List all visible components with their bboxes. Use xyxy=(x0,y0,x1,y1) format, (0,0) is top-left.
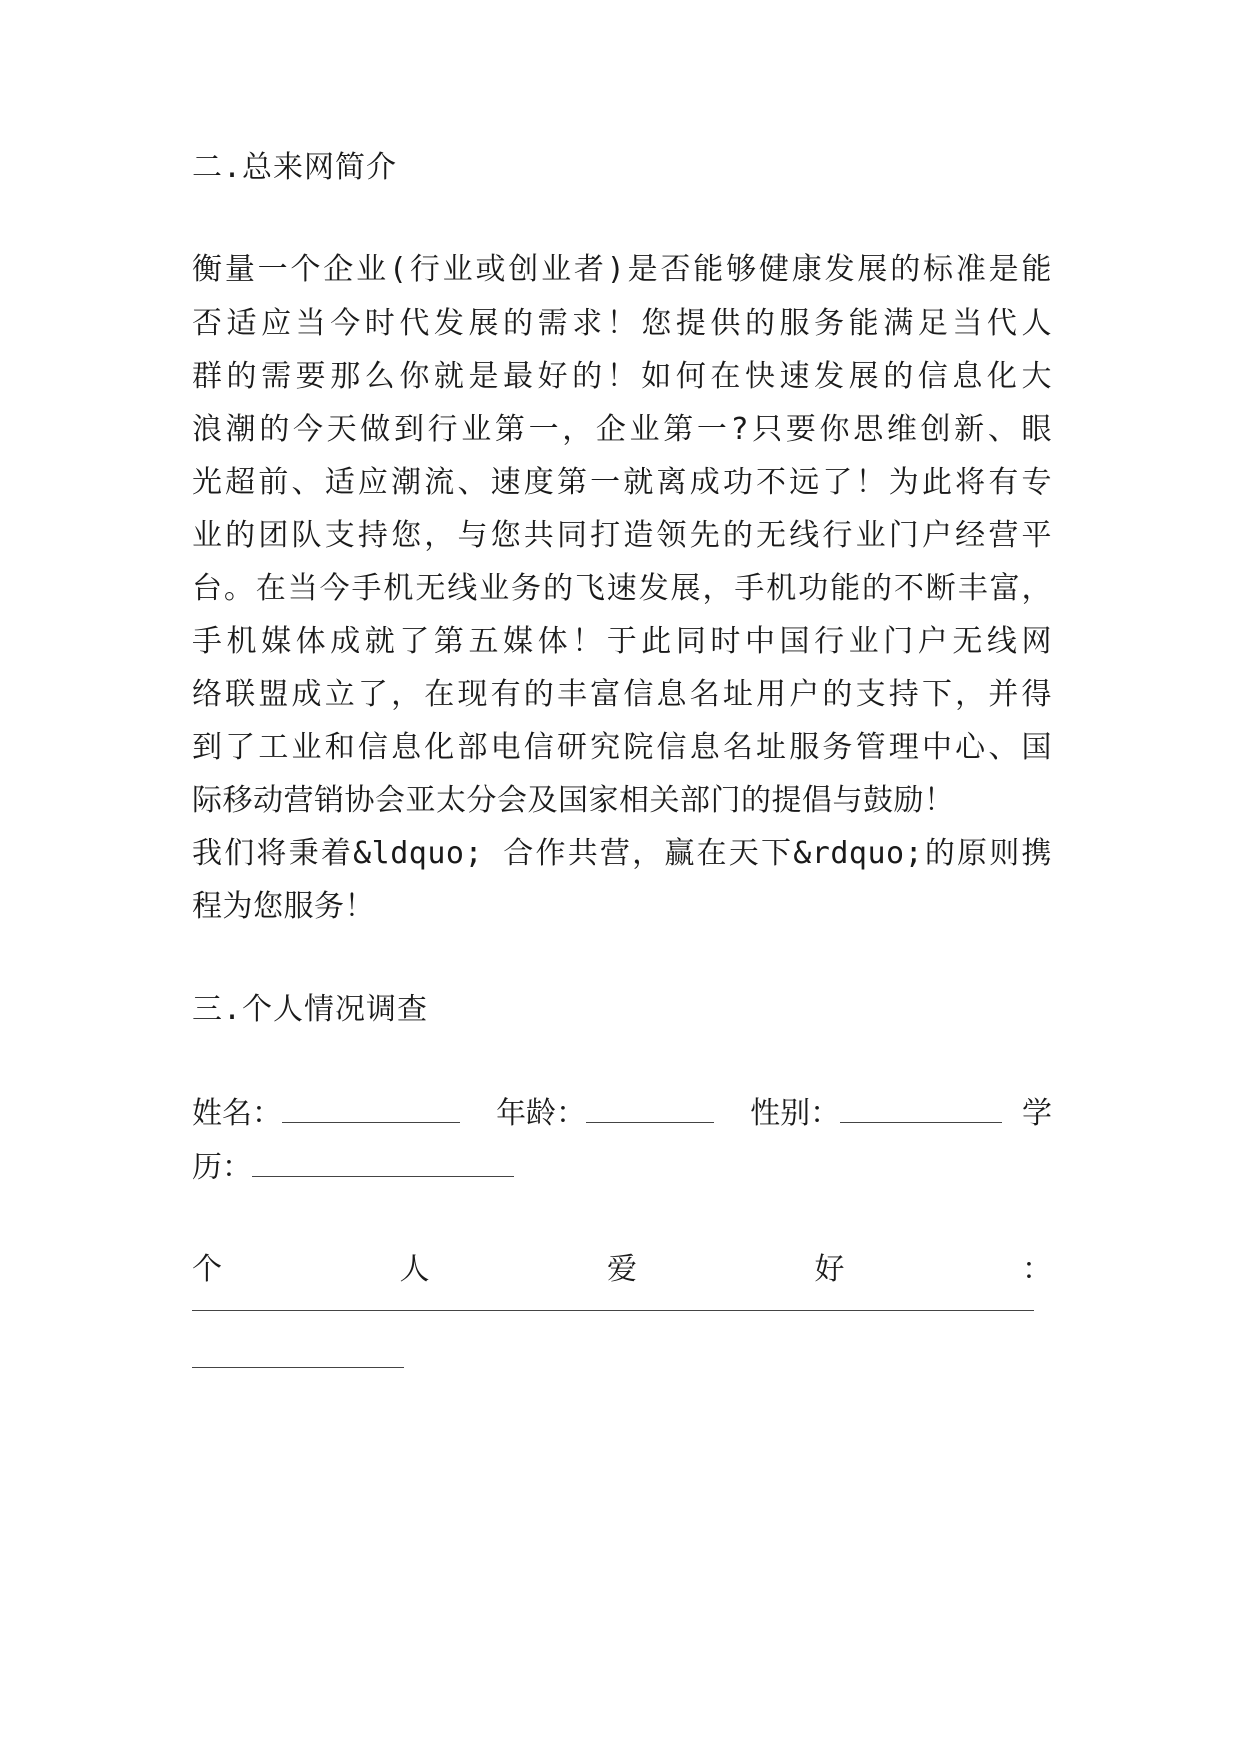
education-label-start: 学 xyxy=(1022,1096,1052,1131)
hobby-field-line-1[interactable] xyxy=(192,1310,1034,1311)
hobby-char: ： xyxy=(1022,1252,1052,1287)
body-line: 程为您服务！ xyxy=(192,889,375,924)
body-line: 浪潮的今天做到行业第一，企业第一?只要你思维创新、眼 xyxy=(192,412,1052,447)
hobby-char: 人 xyxy=(399,1252,430,1287)
name-field[interactable] xyxy=(282,1096,460,1123)
hobby-label xyxy=(192,1250,1052,1290)
body-line: 业的团队支持您，与您共同打造领先的无线行业门户经营平 xyxy=(192,518,1052,553)
age-label: 年龄： xyxy=(496,1096,587,1131)
body-line: 到了工业和信息化部电信研究院信息名址服务管理中心、国 xyxy=(192,730,1052,765)
body-line: 手机媒体成就了第五媒体！于此同时中国行业门户无线网 xyxy=(192,624,1052,659)
body-line: 群的需要那么你就是最好的！如何在快速发展的信息化大 xyxy=(192,359,1052,394)
gender-label: 性别： xyxy=(750,1096,841,1131)
body-line: 否适应当今时代发展的需求！您提供的服务能满足当代人 xyxy=(192,306,1052,341)
age-field[interactable] xyxy=(586,1096,714,1123)
hobby-char: 好 xyxy=(814,1252,845,1287)
hobby-char: 个 xyxy=(192,1252,222,1287)
survey-form-row-2 xyxy=(192,1148,1052,1188)
hobby-char: 爱 xyxy=(607,1252,637,1287)
body-line: 光超前、适应潮流、速度第一就离成功不远了！为此将有专 xyxy=(192,465,1052,500)
gender-field[interactable] xyxy=(840,1096,1002,1123)
section-3-heading: 三.个人情况调查 xyxy=(192,992,429,1027)
body-line: 络联盟成立了，在现有的丰富信息名址用户的支持下，并得 xyxy=(192,677,1052,712)
hobby-field-line-2[interactable] xyxy=(192,1367,404,1368)
name-label: 姓名： xyxy=(192,1096,282,1131)
body-line: 我们将秉着&ldquo; 合作共营，赢在天下&rdquo;的原则携 xyxy=(192,836,1052,871)
education-field[interactable] xyxy=(252,1150,514,1177)
survey-form-row-1 xyxy=(192,1094,1052,1134)
body-line: 际移动营销协会亚太分会及国家相关部门的提倡与鼓励！ xyxy=(192,783,955,818)
education-label-end: 历： xyxy=(192,1150,252,1185)
section-2-heading: 二.总来网简介 xyxy=(192,150,398,185)
body-line: 台。在当今手机无线业务的飞速发展，手机功能的不断丰富， xyxy=(192,571,1052,606)
body-line: 衡量一个企业(行业或创业者)是否能够健康发展的标准是能 xyxy=(192,252,1052,287)
